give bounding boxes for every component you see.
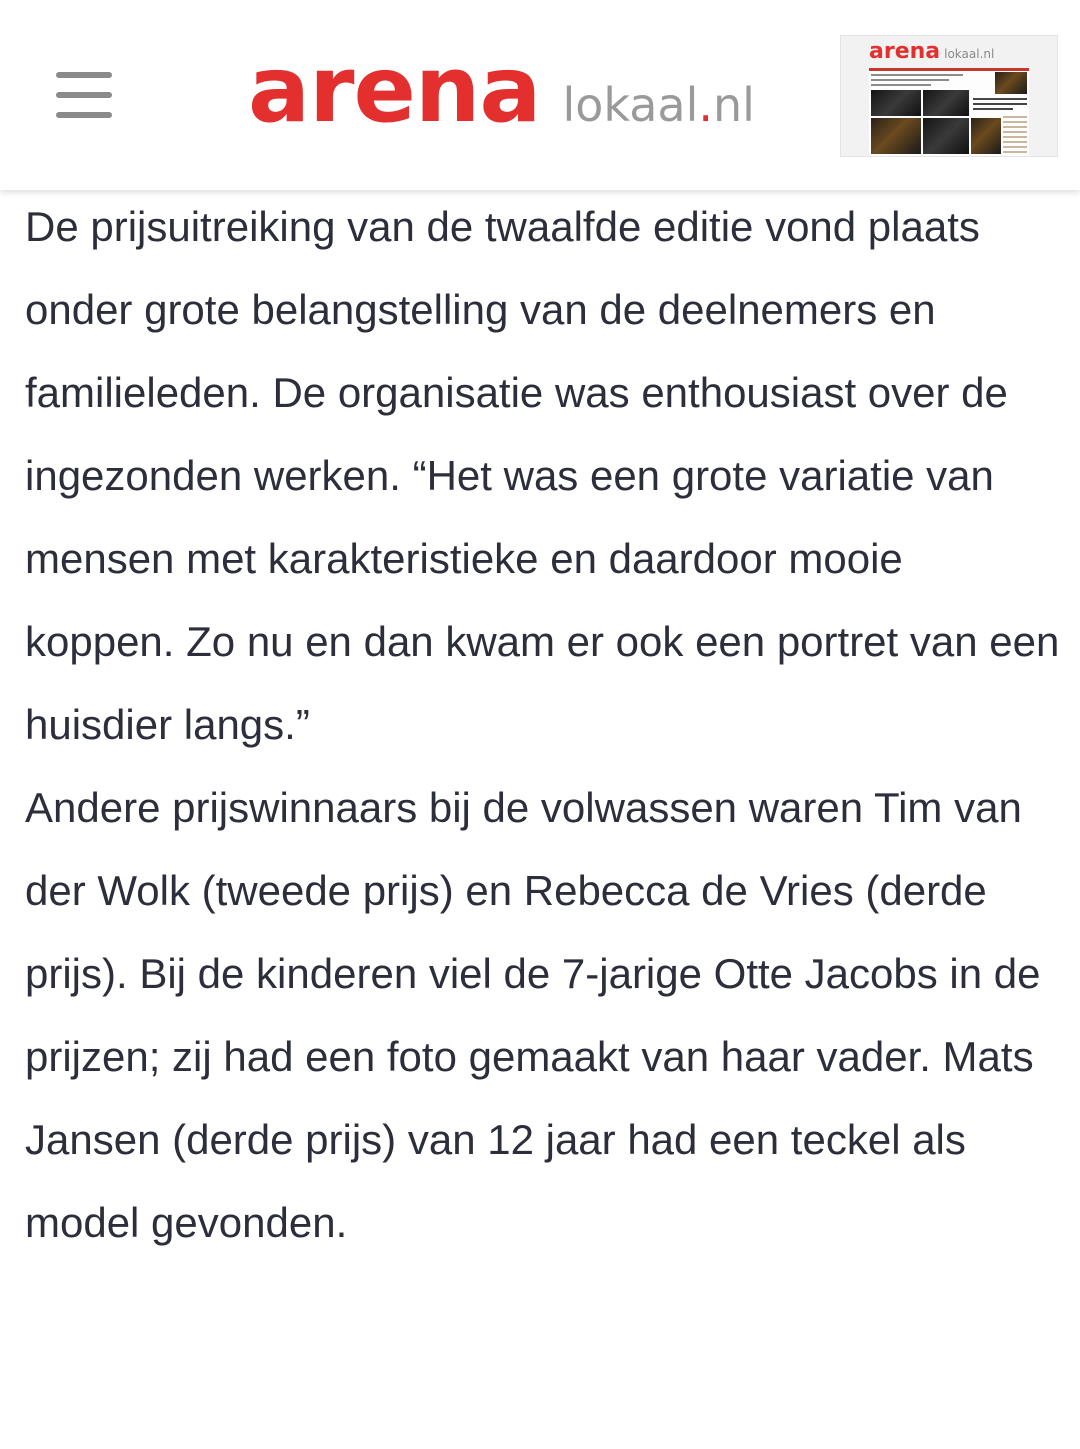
hamburger-menu-icon[interactable] [56,72,112,118]
thumbnail-box-line [973,103,1027,105]
menu-bar [56,112,112,118]
thumbnail-photo [871,118,921,154]
thumbnail-box-line [973,98,1027,100]
thumbnail-headline-line [871,74,963,76]
site-header [0,0,1080,190]
edition-thumbnail[interactable] [840,35,1058,157]
logo-domain-dot: . [698,78,713,132]
article-body [25,185,1060,1264]
thumbnail-box-line [973,108,1013,110]
logo-brand: arena [248,36,541,143]
logo-domain-tld: nl [712,78,755,132]
menu-bar [56,72,112,78]
thumbnail-photo [923,90,969,116]
thumbnail-text-column [1003,116,1027,154]
thumbnail-rule [869,68,1029,71]
logo-domain [562,55,754,155]
site-logo[interactable] [248,36,755,143]
menu-bar [56,92,112,98]
thumbnail-headline-line [871,84,931,86]
thumbnail-photo [923,118,969,154]
thumbnail-brand: arena [869,39,941,64]
thumbnail-photo [971,118,1001,154]
thumbnail-domain: lokaal.nl [944,47,995,61]
thumbnail-photo [871,90,921,116]
article-paragraph: Andere prijswinnaars bij de volwassen waren Tim van der Wolk (tweede prijs) en Rebecca de Vries (derde prijs). Bij de kinderen viel de 7-jarige Otte Jacobs in de prijzen; zij had een foto gemaakt van haar vader. Mats Jansen (derde prijs) van 12 jaar had een teckel als model gevonden. [25,784,1041,1246]
logo-domain-name: lokaal [562,78,699,132]
thumbnail-headline-line [871,79,949,81]
thumbnail-masthead [869,40,994,66]
article-paragraph: De prijsuitreiking van de twaalfde editie vond plaats onder grote belangstelling van de deelnemers en familieleden. De organisatie was enthousiast over de ingezonden werken. “Het was een grote variatie van mensen met karakteristieke en daardoor mooie koppen. Zo nu en dan kwam er ook een portret van een huisdier langs.” [25,203,1060,748]
thumbnail-page-preview [869,68,1029,156]
thumbnail-small-photo [995,72,1027,94]
